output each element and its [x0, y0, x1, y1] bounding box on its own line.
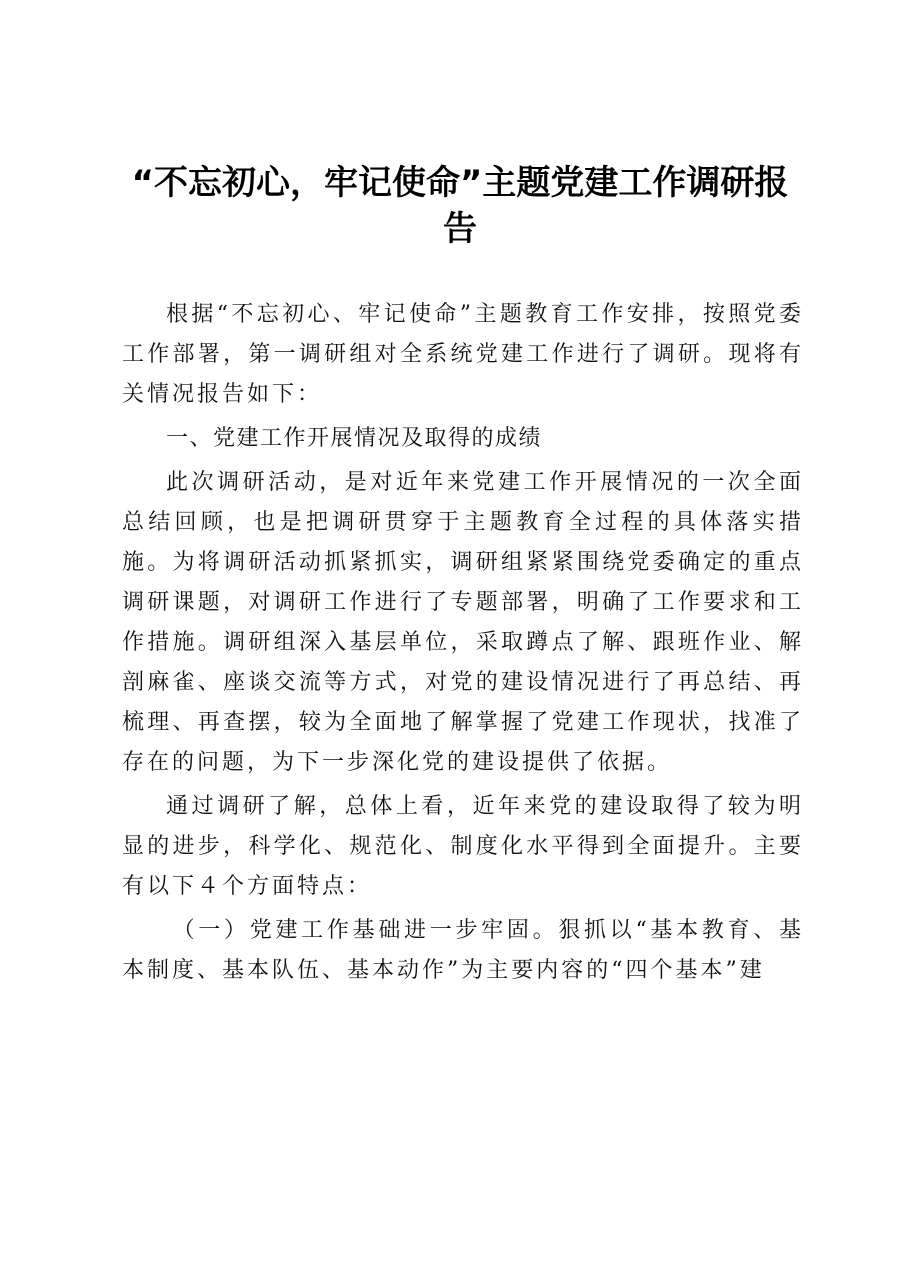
paragraph-overall-progress: 通过调研了解，总体上看，近年来党的建设取得了较为明显的进步，科学化、规范化、制度化水平得到全面提升。主要有以下４个方面特点：: [122, 794, 804, 899]
document-body: [122, 295, 804, 991]
section-heading-1: 一、党建工作开展情况及取得的成绩: [166, 426, 543, 451]
paragraph-research-activity: 此次调研活动，是对近年来党建工作开展情况的一次全面总结回顾，也是把调研贯穿于主题教育全过程的具体落实措施。为将调研活动抓紧抓实，调研组紧紧围绕党委确定的重点调研课题，对调研工作进行了专题部署，明确了工作要求和工作措施。调研组深入基层单位，采取蹲点了解、跟班作业、解剖麻雀、座谈交流等方式，对党的建设情况进行了再总结、再梳理、再查摆，较为全面地了解掌握了党建工作现状，找准了存在的问题，为下一步深化党的建设提供了依据。: [122, 470, 804, 775]
subsection-1: （一）党建工作基础进一步牢固。狠抓以“基本教育、基本制度、基本队伍、基本动作”为主要内容的“四个基本”建: [122, 918, 804, 983]
paragraph-intro: 根据“不忘初心、牢记使命”主题教育工作安排，按照党委工作部署，第一调研组对全系统党建工作进行了调研。现将有关情况报告如下：: [122, 302, 804, 407]
document-title: “不忘初心，牢记使命”主题党建工作调研报告: [131, 163, 789, 249]
